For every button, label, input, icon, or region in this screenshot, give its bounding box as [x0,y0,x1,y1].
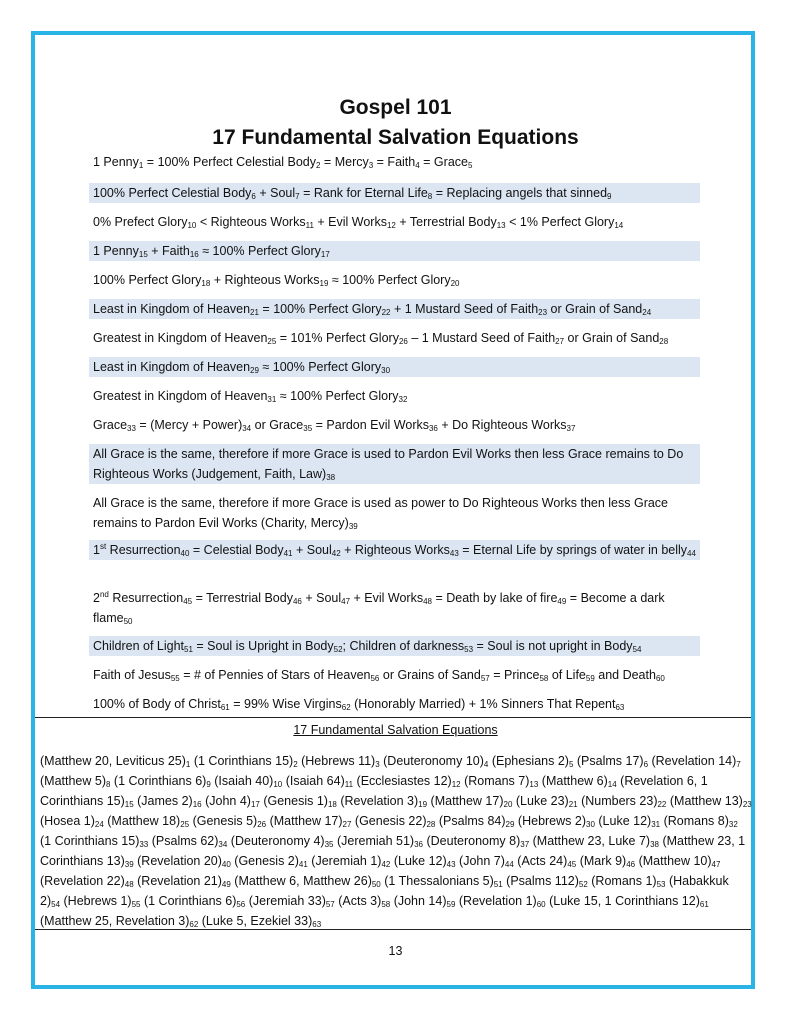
equation-8: Least in Kingdom of Heaven$_{29}$ ≈ 100% Perfect Glory$_{30}$ [89,357,700,377]
equation-17: 100% of Body of Christ$_{61}$ = 99% Wise Virgins$_{62}$ (Honorably Married) + 1% Sinners That Repent$_{63}$ [93,697,625,712]
equation-11: All Grace is the same, therefore if more Grace is used to Pardon Evil Works then less Grace remains to Do Righteous Works (Judgement, Faith, $Law)_{38}$ [89,444,700,484]
equation-15: Children of Light$_{51}$ = Soul is Upright in Body$_{52}$; Children of darkness$_{53}$ = Soul is not upright in Body$_{54}$ [89,636,700,656]
page-title: Gospel 101 [339,96,452,119]
equation-6: Least in Kingdom of Heaven$_{21}$ = 100% Perfect Glory$_{22}$ + 1 Mustard Seed of Faith$_{23}$ or Grain of Sand$_{24}$ [89,299,700,319]
references-title: 17 Fundamental Salvation Equations [293,723,498,737]
page-subtitle: 17 Fundamental Salvation Equations [212,126,579,149]
page-number: 13 [388,944,403,958]
divider-bottom [35,929,751,930]
equation-16: Faith of Jesus$_{55}$ = # of Pennies of Stars of Heaven$_{56}$ or Grains of Sand$_{57}$ = Prince$_{58}$ of Life$_{59}$ and Death$_{60}$ [93,668,665,683]
equation-1: 1 Penny$_1$ = 100% Perfect Celestial Body$_2$ = Mercy$_3$ = Faith$_4$ = Grace$_5$ [93,155,473,170]
equation-2: 100% Perfect Celestial Body$_6$ + Soul$_7$ = Rank for Eternal Life$_8$ = Replacing angels that sinned$_9$ [89,183,700,203]
equation-4: 1 Penny$_{15}$ + Faith$_{16}$ ≈ 100% Perfect Glory$_{17}$ [89,241,700,261]
divider-top [35,717,751,718]
equation-13: 1st Resurrection$_{40}$ = Celestial Body$_{41}$ + Soul$_{42}$ + Righteous Works$_{43}$ = Eternal Life by springs of water in belly$_{44}$ [89,540,700,560]
equation-3: 0% Prefect Glory$_{10}$ < Righteous Works$_{11}$ + Evil Works$_{12}$ + Terrestrial Body$_{13}$ < 1% Perfect Glory$_{14}$ [93,215,624,230]
equation-10: Grace$_{33}$ = (Mercy + $Power)_{34}$ or Grace$_{35}$ = Pardon Evil Works$_{36}$ + Do Righteous Works$_{37}$ [93,418,576,433]
references-list: (Matthew 20, Leviticus $25)_1$ (1 Corinthians $15)_2$ (Hebrews $11)_3$ (Deuteronomy $10)_4$ (Ephesians $2)_5$ (Psalms $17)_6$ (Revelation $14)_7$ (Matthew $5)_8$ (1 Corinthians $6)_9$ (Isaiah $40)_{10}$ (Isaiah $64)_{11}$ (Ecclesiastes $12)_{12}$ (Romans $7)_{13}$ (Matthew $6)_{14}$ (Revelation 6, 1 Corinthians $15)_{15}$ (James $2)_{16}$ (John $4)_{17}$ (Genesis $1)_{18}$ (Revelation $3)_{19}$ (Matthew $17)_{20}$ (Luke $23)_{21}$ (Numbers $23)_{22}$ (Matthew $13)_{23}$ (Hosea $1)_{24}$ (Matthew $18)_{25}$ (Genesis $5)_{26}$ (Matthew $17)_{27}$ (Genesis $22)_{28}$ (Psalms $84)_{29}$ (Hebrews $2)_{30}$ (Luke $12)_{31}$ (Romans $8)_{32}$ (1 Corinthians $15)_{33}$ (Psalms $62)_{34}$ (Deuteronomy $4)_{35}$ (Jeremiah $51)_{36}$ (Deuteronomy $8)_{37}$ (Matthew 23, Luke $7)_{38}$ (Matthew 23, 1 Corinthians $13)_{39}$ (Revelation $20)_{40}$ (Genesis $2)_{41}$ (Jeremiah $1)_{42}$ (Luke $12)_{43}$ (John $7)_{44}$ (Acts $24)_{45}$ (Mark $9)_{46}$ (Matthew $10)_{47}$ (Revelation $22)_{48}$ (Revelation $21)_{49}$ (Matthew 6, Matthew $26)_{50}$ (1 Thessalonians $5)_{51}$ (Psalms $112)_{52}$ (Romans $1)_{53}$ (Habakkuk $2)_{54}$ (Hebrews $1)_{55}$ (1 Corinthians $6)_{56}$ (Jeremiah $33)_{57}$ (Acts $3)_{58}$ (John $14)_{59}$ (Revelation $1)_{60}$ (Luke 15, 1 Corinthians $12)_{61}$ (Matthew 25, Revelation $3)_{62}$ (Luke 5, Ezekiel $33)_{63}$ [40,754,752,929]
equation-7: Greatest in Kingdom of Heaven$_{25}$ = 101% Perfect Glory$_{26}$ – 1 Mustard Seed of Faith$_{27}$ or Grain of Sand$_{28}$ [93,331,669,346]
equation-12: All Grace is the same, therefore if more Grace is used as power to Do Righteous Works then less Grace remains to Pardon Evil Works (Charity, $Mercy)_{39}$ [93,496,669,531]
equation-9: Greatest in Kingdom of Heaven$_{31}$ ≈ 100% Perfect Glory$_{32}$ [93,389,408,404]
equation-14: 2nd Resurrection$_{45}$ = Terrestrial Body$_{46}$ + Soul$_{47}$ + Evil Works$_{48}$ = Death by lake of fire$_{49}$ = Become a dark flame$_{50}$ [93,590,665,626]
equation-5: 100% Perfect Glory$_{18}$ + Righteous Works$_{19}$ ≈ 100% Perfect Glory$_{20}$ [93,273,460,288]
